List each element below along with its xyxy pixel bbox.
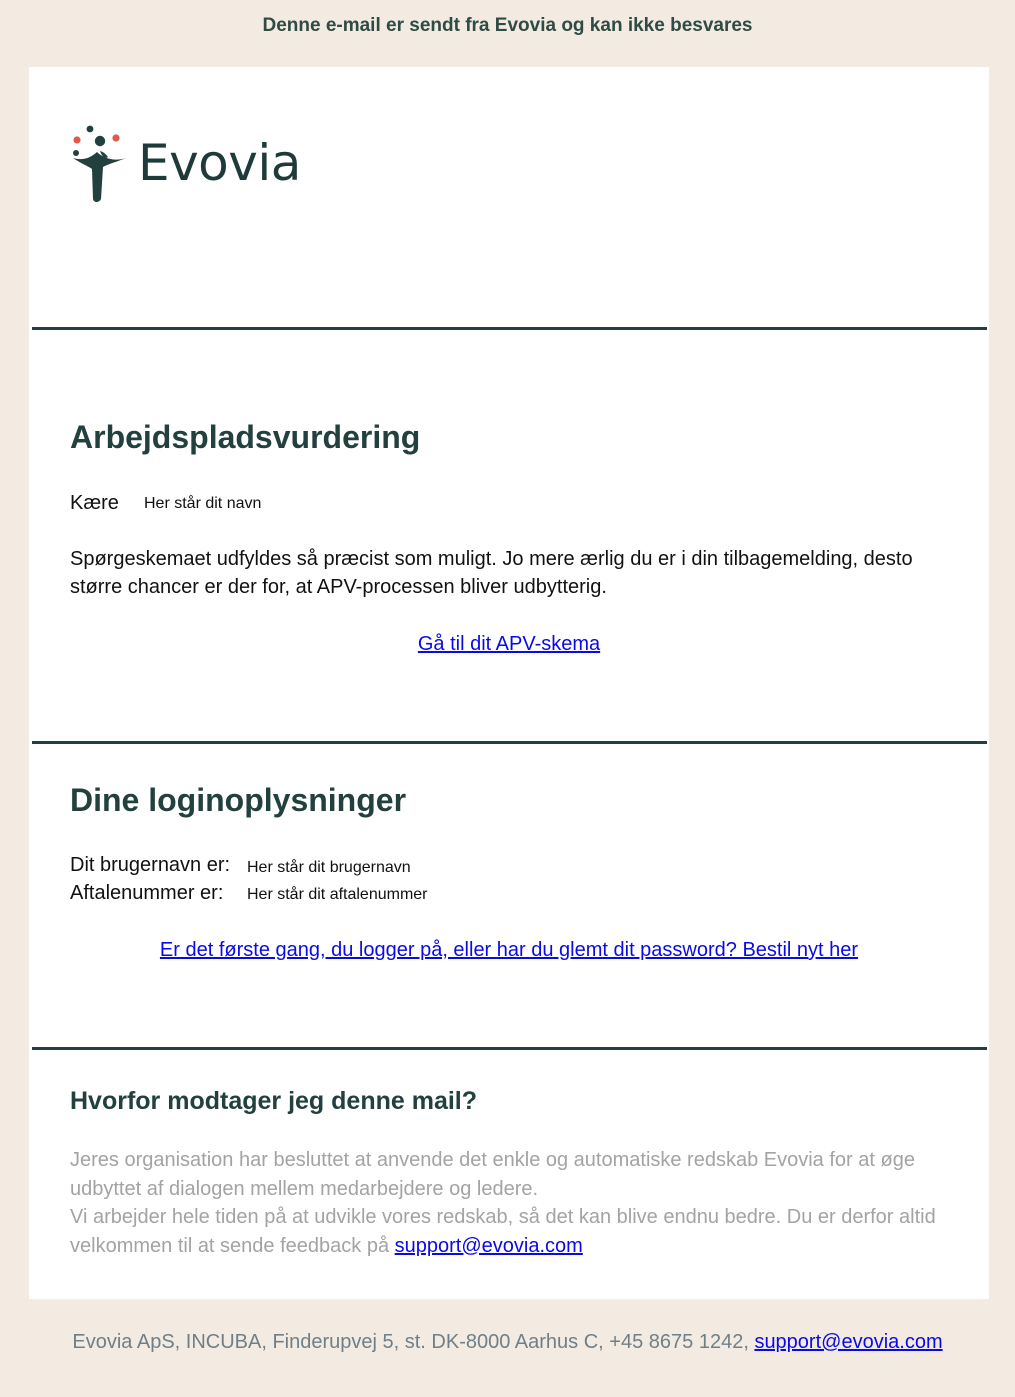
agreement-value: Her står dit aftalenummer [247,886,428,903]
login-title: Dine loginoplysninger [70,782,407,818]
apv-link-row [29,630,989,658]
name-placeholder: Her står dit navn [144,495,262,512]
greeting-label: Kære [70,492,119,514]
evovia-figure-icon [70,123,128,203]
evovia-logo [70,123,301,203]
why-paragraph-2 [70,1203,960,1260]
password-reset-link[interactable]: Er det første gang, du logger på, eller har du glemt dit password? Bestil nyt her [159,939,859,961]
email-card [29,67,989,1299]
why-title: Hvorfor modtager jeg denne mail? [70,1087,478,1115]
section-divider [32,1047,987,1050]
apv-title: Arbejdspladsvurdering [70,419,421,455]
brand-name: Evovia [138,134,301,192]
greeting-row [70,489,119,517]
footer [0,1328,1015,1356]
apv-schema-link[interactable]: Gå til dit APV-skema [417,633,601,655]
reset-link-row [29,936,989,964]
username-value: Her står dit brugernavn [247,859,411,876]
apv-intro: Spørgeskemaet udfyldes så præcist som muligt. Jo mere ærlig du er i din tilbagemelding, desto større chancer er der for, at APV-processen bliver udbytterig. [70,548,913,598]
why-paragraph-1: Jeres organisation har besluttet at anvende det enkle og automatiske redskab Evovia for at øge udbyttet af dialogen mellem medarbejdere og ledere. [70,1149,915,1200]
support-email-link[interactable]: support@evovia.com [394,1234,583,1257]
section-divider [32,327,987,330]
why-paragraph-2-text: Vi arbejder hele tiden på at udvikle vores redskab, så det kan blive endnu bedre. Du er derfor altid velkommen til at sende feedback på [70,1206,936,1257]
agreement-label: Aftalenummer er: [70,882,224,904]
section-divider [32,741,987,744]
top-notice: Denne e-mail er sendt fra Evovia og kan ikke besvares [262,15,753,36]
footer-support-link[interactable]: support@evovia.com [754,1331,943,1353]
footer-address: Evovia ApS, INCUBA, Finderupvej 5, st. DK-8000 Aarhus C, +45 8675 1242, [72,1331,749,1353]
username-label: Dit brugernavn er: [70,854,231,876]
